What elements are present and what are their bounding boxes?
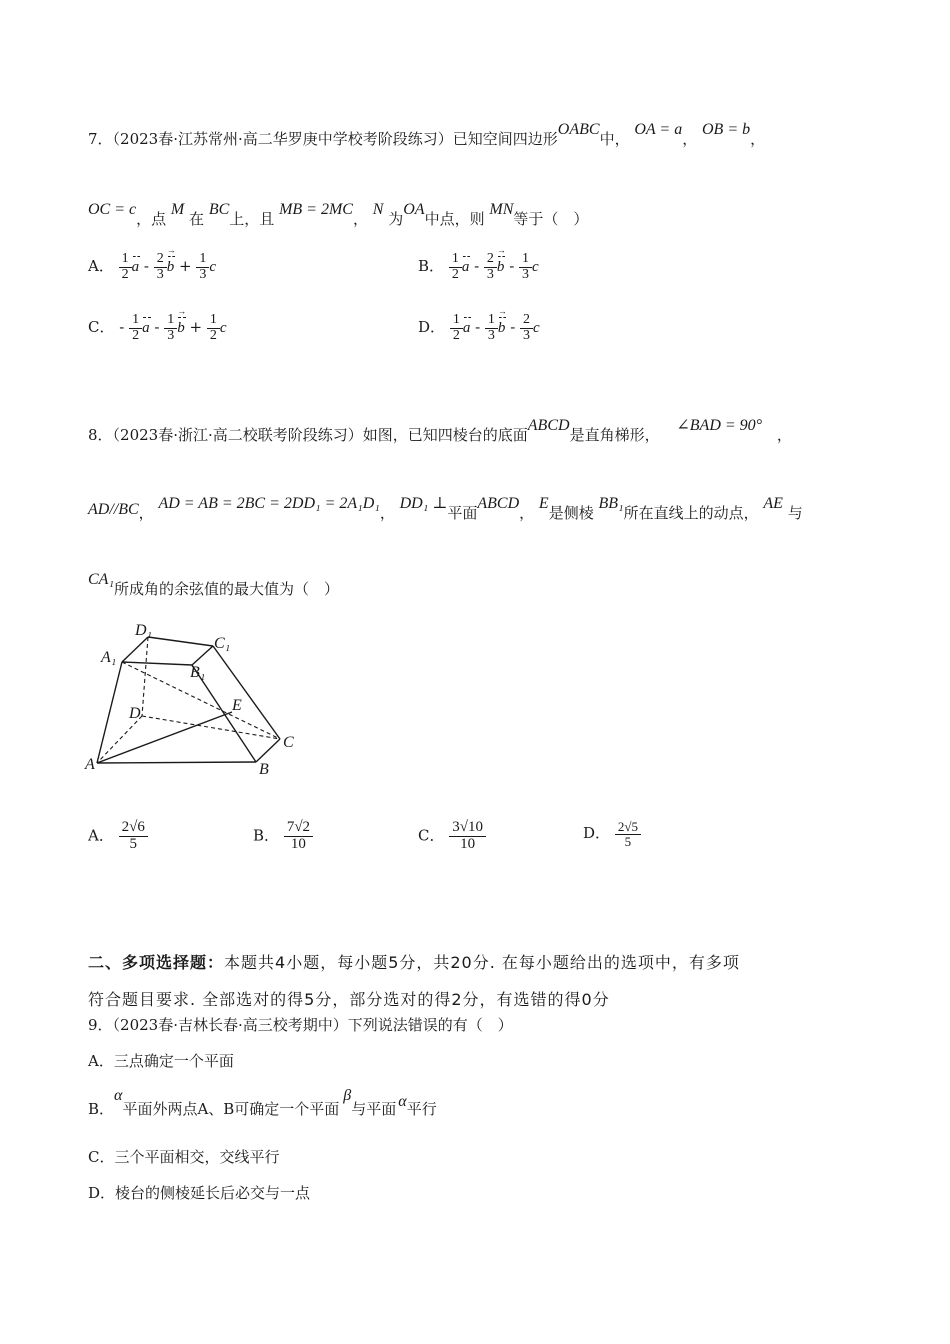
q8-pingmian: 平面 [447, 504, 478, 522]
q7-stem-line1 [88, 121, 766, 149]
q8-option-c[interactable] [418, 820, 486, 853]
q8-shice: 是侧棱 [548, 504, 594, 522]
q7-oc-eq: OC = c [88, 201, 137, 218]
q9-b-mid: 平面外两点A、B可确定一个平面 [122, 1100, 340, 1118]
label-d: D [129, 705, 141, 722]
label-b: B [259, 761, 269, 778]
q8-abcd: ABCD [527, 417, 570, 434]
q7-comma2: ， [750, 130, 766, 148]
vector-a: a [131, 259, 140, 276]
coef-1: $\frac{1}{2}$ [119, 252, 132, 282]
q7-stem-text: 已知空间四边形 [452, 130, 558, 148]
option-label: A． [88, 826, 114, 845]
section-2-line1 [88, 950, 740, 973]
q8-eqs: AD = AB = 2BC = 2DD₁ = 2A₁D₁ [158, 495, 380, 512]
option-value: $\frac{3√10}{10}$ [449, 820, 486, 853]
label-d1: D₁ [135, 622, 153, 639]
q7-ob-eq: OB = b [702, 121, 751, 138]
label-a: A [85, 756, 95, 773]
q8-stem-line3 [88, 571, 340, 599]
q7-oabc: OABC [557, 121, 600, 138]
q8-stem-line2: AD//BC， AD = AB = 2BC = 2DD₁ = 2A₁D₁， DD₁ ⊥平面ABCD， E是侧棱 BB₁所在直线上的动点， AE 与 [88, 495, 803, 522]
edge-ab [97, 762, 256, 763]
coef-2: $\frac{2}{3}$ [154, 252, 167, 282]
q7-zhong: 中， [599, 130, 630, 148]
q9-alpha: α [114, 1087, 123, 1104]
q7-zai: 在 [189, 210, 205, 228]
vector-a: a [461, 259, 470, 276]
q7-number: 7． [88, 130, 113, 148]
edge-d1c1 [148, 637, 213, 646]
q8-angle: ∠BAD = 90° [676, 417, 763, 434]
vector-b: b → [498, 320, 506, 337]
vector-c: c [219, 320, 227, 337]
section-2-desc-1: 本题共4小题，每小题5分，共20分. 在每小题给出的选项中，有多项 [224, 953, 740, 972]
q7-option-c[interactable]: C． - $\frac{1}{2}$ a - $\frac{1}{3}$ b → + $\frac{1}{2}$ c [88, 313, 227, 343]
section-2-desc-2: 符合题目要求. 全部选对的得5分，部分选对的得2分，有选错的得0分 [88, 990, 610, 1009]
q8-option-b[interactable] [253, 820, 313, 853]
vector-a: a [462, 320, 471, 337]
coef-3: $\frac{1}{3}$ [196, 252, 209, 282]
q8-e: E [538, 495, 549, 512]
q7-oa-eq: OA = a [634, 121, 683, 138]
q7-m: M [170, 201, 185, 218]
section-2-title: 二、多项选择题： [88, 953, 225, 972]
label-c: C [283, 734, 294, 751]
option-label: D． [583, 824, 611, 843]
q8-number: 8． [88, 426, 113, 444]
q9-source: （2023春·吉林长春·高三校考期中） [112, 1016, 348, 1034]
q7-oa: OA [403, 201, 425, 218]
vector-c: c [209, 259, 217, 276]
q7-option-d[interactable]: D． $\frac{1}{2}$ a - $\frac{1}{3}$ b → - $\frac{2}{3}$ c [418, 313, 540, 343]
q8-bb1: BB₁ [598, 495, 624, 512]
vector-c: c [533, 320, 540, 337]
vector-b: b → [167, 259, 175, 276]
q8-abcd-2: ABCD [477, 495, 520, 512]
q9-beta: β [343, 1087, 352, 1104]
q7-stem-line2 [88, 201, 589, 229]
q8-stem-line1 [88, 417, 792, 445]
q9-option-c[interactable]: C．三个平面相交，交线平行 [88, 1148, 280, 1166]
q8-source: （2023春·浙江·高二校联考阶段练习） [112, 426, 363, 444]
q7-comma3: ， [352, 210, 368, 228]
q7-option-b[interactable]: B． $\frac{1}{2}$ a - $\frac{2}{3}$ b → - $\frac{1}{3}$ c [418, 252, 539, 282]
q8-adbc: AD//BC [88, 501, 139, 518]
label-a1: A₁ [101, 649, 117, 666]
option-value: $\frac{2√6}{5}$ [119, 820, 148, 853]
q7-source: （2023春·江苏常州·高二华罗庚中学校考阶段练习） [112, 130, 453, 148]
q8-ae: AE [763, 495, 783, 512]
q8-option-d[interactable] [583, 820, 641, 848]
q7-option-a[interactable]: A． $\frac{1}{2}$ a - $\frac{2}{3}$ b → + $\frac{1}{3}$ c [88, 252, 216, 282]
edge-b1c1 [192, 646, 213, 665]
vector-c: c [532, 259, 539, 276]
edge-bc [256, 739, 280, 762]
q8-option-a[interactable] [88, 820, 148, 853]
edge-cc1 [213, 646, 280, 739]
option-label: C． [88, 318, 115, 337]
vector-b: b → [177, 320, 185, 337]
edge-ad [97, 716, 142, 763]
q9-alpha-2: α [398, 1093, 407, 1110]
option-label: B． [253, 826, 280, 845]
q9-b-end: 平行 [406, 1100, 437, 1118]
q8-tail: 所成角的余弦值的最大值为（ ） [114, 580, 340, 598]
vector-a: a [142, 320, 150, 337]
q8-stem-text: 如图，已知四棱台的底面 [362, 426, 528, 444]
q7-n: N [372, 201, 384, 218]
q7-mb-eq: MB = 2MC [279, 201, 353, 218]
label-e: E [232, 697, 242, 714]
q9-stem [88, 1014, 513, 1035]
q8-ca1: CA₁ [88, 571, 115, 588]
edge-a1d1 [122, 637, 148, 662]
q8-yu: 与 [787, 504, 803, 522]
q9-option-b[interactable] [88, 1087, 437, 1119]
q7-dian: ，点 [136, 210, 167, 228]
option-label: D． [418, 318, 446, 337]
label-c1: C₁ [214, 635, 231, 652]
option-label: C． [418, 826, 445, 845]
option-value: $\frac{7√2}{10}$ [284, 820, 313, 853]
label-b1: B₁ [190, 664, 206, 681]
q9-option-a[interactable]: A．三点确定一个平面 [88, 1052, 234, 1070]
q7-shang: 上，且 [229, 210, 275, 228]
q9-b-mid2: 与平面 [351, 1100, 397, 1118]
q8-suozai: 所在直线上的动点， [623, 504, 759, 522]
q7-mn: MN [489, 201, 514, 218]
q7-zhongdian: 中点，则 [424, 210, 485, 228]
option-value: $\frac{2√5}{5}$ [615, 820, 641, 848]
edge-a1b1 [122, 662, 192, 665]
frustum-figure [80, 615, 310, 785]
q7-comma1: ， [682, 130, 698, 148]
option-label: B． [418, 257, 445, 276]
q7-wei: 为 [388, 210, 404, 228]
edge-dd1 [142, 637, 148, 716]
section-2-line2 [88, 987, 610, 1010]
vector-b: b → [497, 259, 505, 276]
q8-comma: ， [776, 426, 792, 444]
q9-stem-text: 下列说法错误的有（ ） [347, 1016, 513, 1034]
q7-dengyu: 等于（ ） [513, 210, 589, 228]
q8-zhijiao: 是直角梯形， [569, 426, 660, 444]
q9-number: 9． [88, 1016, 113, 1034]
option-label: A． [88, 257, 114, 276]
option-label: B． [88, 1100, 115, 1118]
q8-perp: DD₁ ⊥ [399, 495, 448, 512]
q9-option-d[interactable]: D．棱台的侧棱延长后必交与一点 [88, 1184, 311, 1202]
edge-aa1 [97, 662, 122, 763]
q7-bc: BC [208, 201, 230, 218]
